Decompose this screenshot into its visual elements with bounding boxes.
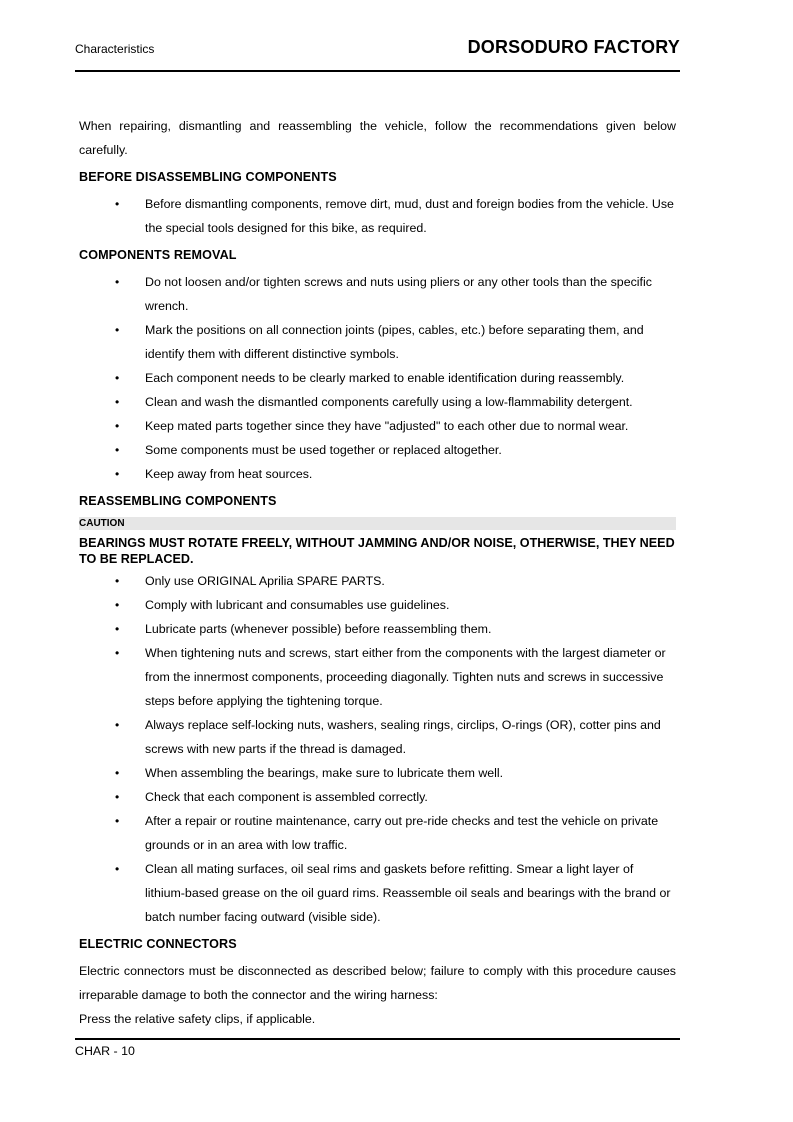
bullet-icon: • (115, 419, 120, 433)
list-item: • Check that each component is assembled correctly. (79, 785, 676, 809)
list-item: • Keep mated parts together since they have "adjusted" to each other due to normal wear. (79, 414, 676, 438)
bullet-icon: • (115, 467, 120, 481)
bullet-icon: • (115, 443, 120, 457)
heading-before-disassembling: BEFORE DISASSEMBLING COMPONENTS (79, 170, 337, 184)
intro-paragraph: When repairing, dismantling and reassembling the vehicle, follow the recommendations given below carefully. (79, 119, 676, 157)
list-item: • When assembling the bearings, make sure to lubricate them well. (79, 761, 676, 785)
bullet-icon: • (115, 371, 120, 385)
electric-instruction: Press the relative safety clips, if applicable. (79, 1012, 316, 1026)
footer-divider (75, 1038, 680, 1040)
list-item: • Do not loosen and/or tighten screws and nuts using pliers or any other tools than the specific wrench. (79, 270, 676, 318)
header-section-label: Characteristics (75, 42, 155, 56)
bullet-icon: • (115, 790, 120, 804)
header-divider (75, 70, 680, 72)
bullet-icon: • (115, 197, 120, 211)
list-item: • After a repair or routine maintenance, carry out pre-ride checks and test the vehicle on private grounds or in an area with low traffic. (79, 809, 676, 857)
bullet-icon: • (115, 275, 120, 289)
bullet-icon: • (115, 574, 120, 588)
reassembling-list (79, 569, 676, 929)
list-item: • Always replace self-locking nuts, washers, sealing rings, circlips, O-rings (OR), cotter pins and screws with new parts if the thread is damaged. (79, 713, 676, 761)
list-item: • Mark the positions on all connection joints (pipes, cables, etc.) before separating them, and identify them with different distinctive symbols. (79, 318, 676, 366)
list-item: • Some components must be used together or replaced altogether. (79, 438, 676, 462)
list-item: • Comply with lubricant and consumables use guidelines. (79, 593, 676, 617)
before-list (79, 192, 676, 240)
list-item: • Each component needs to be clearly marked to enable identification during reassembly. (79, 366, 676, 390)
bullet-icon: • (115, 766, 120, 780)
header-title: DORSODURO FACTORY (467, 37, 680, 57)
list-item: • Keep away from heat sources. (79, 462, 676, 486)
bullet-icon: • (115, 395, 120, 409)
page-content (79, 114, 676, 1031)
bullet-icon: • (115, 646, 120, 660)
caution-label: CAUTION (79, 517, 676, 530)
page-number: CHAR - 10 (75, 1044, 135, 1058)
heading-electric-connectors: ELECTRIC CONNECTORS (79, 937, 237, 951)
caution-text: BEARINGS MUST ROTATE FREELY, WITHOUT JAMMING AND/OR NOISE, OTHERWISE, THEY NEED TO BE REPLACED. (79, 536, 675, 566)
electric-paragraph: Electric connectors must be disconnected as described below; failure to comply with this procedure causes irreparable damage to both the connector and the wiring harness: (79, 964, 676, 1002)
bullet-icon: • (115, 598, 120, 612)
bullet-icon: • (115, 718, 120, 732)
bullet-icon: • (115, 814, 120, 828)
bullet-icon: • (115, 323, 120, 337)
list-item: • Clean and wash the dismantled components carefully using a low-flammability detergent. (79, 390, 676, 414)
list-item: • Before dismantling components, remove dirt, mud, dust and foreign bodies from the vehicle. Use the special tools designed for this bike, as required. (79, 192, 676, 240)
list-item: • Lubricate parts (whenever possible) before reassembling them. (79, 617, 676, 641)
heading-components-removal: COMPONENTS REMOVAL (79, 248, 237, 262)
removal-list (79, 270, 676, 486)
list-item: • Clean all mating surfaces, oil seal rims and gaskets before refitting. Smear a light layer of lithium-based grease on the oil guard rims. Reassemble oil seals and bearings with the brand or batch number facing outward (visible side). (79, 857, 676, 929)
list-item: • When tightening nuts and screws, start either from the components with the largest diameter or from the innermost components, proceeding diagonally. Tighten nuts and screws in successive steps before applying the tightening torque. (79, 641, 676, 713)
bullet-icon: • (115, 862, 120, 876)
heading-reassembling-components: REASSEMBLING COMPONENTS (79, 494, 277, 508)
list-item: • Only use ORIGINAL Aprilia SPARE PARTS. (79, 569, 676, 593)
bullet-icon: • (115, 622, 120, 636)
